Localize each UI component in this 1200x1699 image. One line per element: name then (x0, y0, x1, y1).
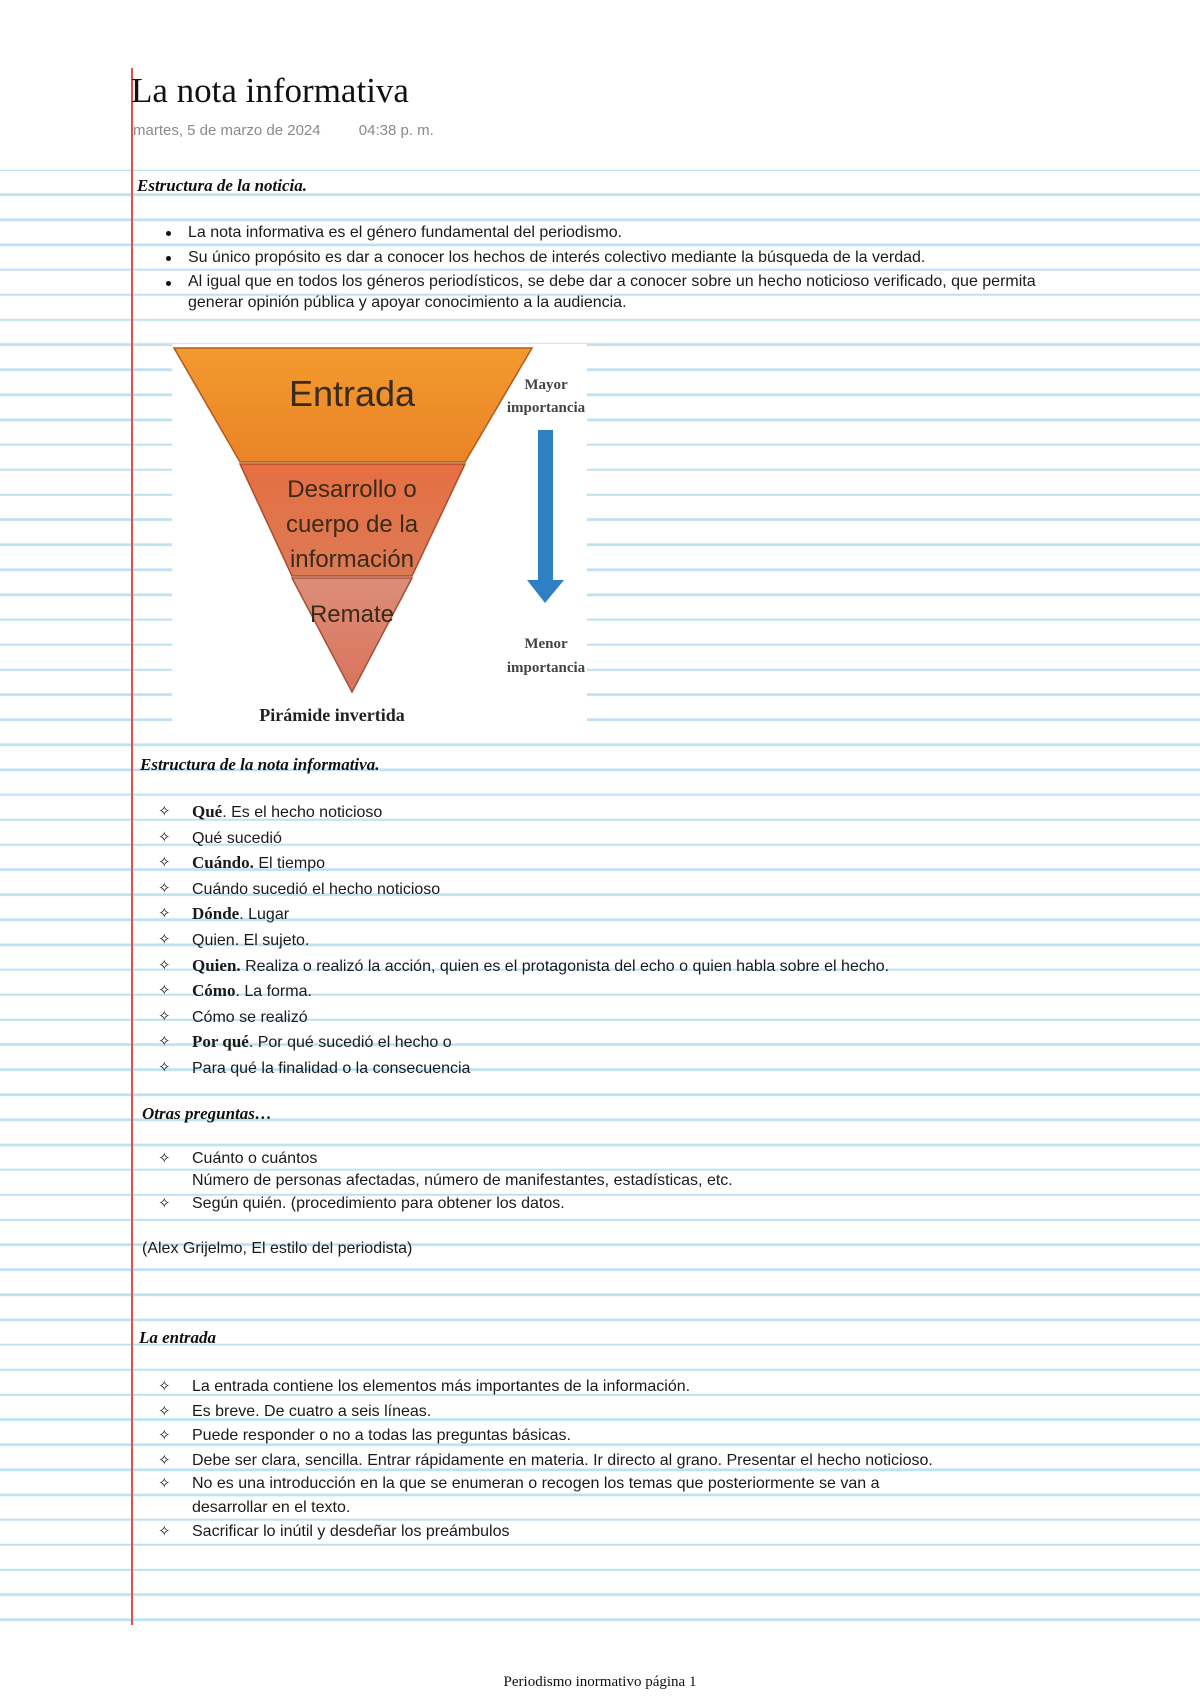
star-bullet-icon: ✧ (158, 1150, 171, 1167)
list-item: Su único propósito es dar a conocer los hechos de interés colectivo mediante la búsqueda de la verdad. (160, 246, 1080, 271)
item-bold: Cuándo. (192, 853, 254, 873)
inverted-pyramid-image (172, 344, 587, 729)
importance-arrow-shaft (538, 430, 553, 580)
list-item-sub (158, 1170, 1078, 1192)
page-title[interactable]: La nota informativa (131, 71, 409, 110)
item-text: . Es el hecho noticioso (222, 804, 383, 821)
star-bullet-icon: ✧ (158, 1522, 171, 1540)
star-bullet-icon: ✧ (158, 956, 171, 974)
star-bullet-icon: ✧ (158, 879, 171, 897)
star-bullet-icon: ✧ (158, 1475, 171, 1493)
star-bullet-icon: ✧ (158, 1451, 171, 1469)
section-heading-estructura-noticia: Estructura de la noticia. (137, 176, 308, 195)
section-heading-la-entrada: La entrada (139, 1328, 216, 1347)
pyramid-level-top: Entrada (288, 373, 416, 414)
list-item (158, 1005, 1078, 1031)
item-text: Según quién. (procedimiento para obtener los datos. (192, 1194, 565, 1212)
item-bold: Dónde (192, 904, 240, 924)
list-item (158, 1520, 1078, 1545)
list-item (158, 1148, 1078, 1170)
list-item (158, 1472, 938, 1519)
section-heading-otras-preguntas: Otras preguntas… (142, 1104, 272, 1123)
list-item (158, 826, 1078, 852)
item-text: Es breve. De cuatro a seis líneas. (192, 1402, 432, 1420)
star-list (158, 1148, 1078, 1215)
star-bullet-icon: ✧ (158, 1427, 171, 1445)
item-subtext: Número de personas afectadas, número de manifestantes, estadísticas, etc. (192, 1172, 733, 1190)
star-bullet-icon: ✧ (158, 1058, 171, 1076)
label-menor-importancia: importancia (506, 660, 586, 676)
item-text: Realiza o realizó la acción, quien es el protagonista del echo o quien habla sobre el hecho. (240, 957, 890, 975)
star-bullet-icon: ✧ (158, 1194, 171, 1212)
star-bullet-icon: ✧ (158, 1402, 171, 1420)
bullet-list (160, 221, 1080, 313)
item-text: . La forma. (235, 983, 312, 1001)
list-item: Al igual que en todos los géneros periodísticos, se debe dar a conocer sobre un hecho noticioso verificado, que permita generar opinión pública y apoyar conocimiento a la audiencia. (160, 271, 1080, 313)
pyramid-caption: Pirámide invertida (259, 705, 405, 725)
list-item (158, 1193, 1078, 1215)
pyramid-level-middle-line-3: información (289, 546, 415, 573)
pyramid-level-middle-line-2: cuerpo de la (285, 511, 419, 538)
item-text: No es una introducción en la que se enumeran o recogen los temas que posteriormente se van a desarrollar en el texto. (192, 1475, 880, 1516)
list-item (158, 1424, 1078, 1449)
star-list (158, 800, 1078, 1082)
list-item (158, 1400, 1078, 1425)
pyramid-level-bottom: Remate (309, 601, 395, 628)
item-bold: Qué (192, 802, 223, 821)
item-text: Sacrificar lo inútil y desdeñar los preámbulos (192, 1522, 510, 1540)
star-bullet-icon: ✧ (158, 1007, 171, 1025)
item-bold: Por qué (192, 1032, 249, 1052)
list-item (158, 1375, 1078, 1400)
pyramid-bottom-band (292, 578, 412, 692)
page-time: 04:38 p. m. (358, 122, 434, 139)
pyramid-level-middle-line-1: Desarrollo o (287, 476, 417, 503)
list-item (158, 1056, 1078, 1082)
page-date: martes, 5 de marzo de 2024 (133, 122, 321, 139)
star-bullet-icon: ✧ (158, 854, 171, 872)
item-text: Debe ser clara, sencilla. Entrar rápidamente en materia. Ir directo al grano. Presentar el hecho noticioso. (192, 1451, 933, 1469)
list-item (158, 954, 1078, 980)
star-bullet-icon: ✧ (158, 905, 171, 923)
section-heading-estructura-nota: Estructura de la nota informativa. (140, 755, 380, 774)
star-list (158, 1375, 1078, 1544)
star-bullet-icon: ✧ (158, 828, 171, 846)
list-item (158, 877, 1078, 903)
label-mayor-importancia: importancia (506, 400, 586, 416)
list-item (158, 1030, 1078, 1056)
item-text: . Por qué sucedió el hecho o (248, 1034, 452, 1052)
item-bold: Quien. (192, 955, 241, 975)
pyramid-diagram (172, 344, 587, 729)
list-item (158, 800, 1078, 826)
label-mayor: Mayor (524, 377, 568, 393)
item-text: Para qué la finalidad o la consecuencia (192, 1059, 471, 1077)
item-text: Quien. El sujeto. (192, 931, 310, 949)
list-item (158, 851, 1078, 877)
item-text: Qué sucedió (192, 829, 282, 847)
item-text: Cómo se realizó (192, 1008, 308, 1026)
importance-arrow-head (527, 580, 564, 603)
star-bullet-icon: ✧ (158, 803, 171, 820)
margin-line (131, 68, 133, 1625)
page-timestamp (133, 122, 434, 139)
star-bullet-icon: ✧ (158, 930, 171, 948)
item-text: Puede responder o no a todas las preguntas básicas. (192, 1427, 571, 1445)
star-bullet-icon: ✧ (158, 1378, 171, 1395)
list-item (158, 902, 1078, 928)
item-bold: Cómo (192, 981, 236, 1001)
item-text: Cuánto o cuántos (192, 1150, 318, 1167)
item-text: . Lugar (239, 906, 290, 924)
label-menor: Menor (524, 636, 568, 652)
item-text: El tiempo (253, 855, 326, 873)
list-item: La nota informativa es el género fundamental del periodismo. (160, 221, 1080, 246)
star-bullet-icon: ✧ (158, 982, 171, 1000)
item-text: La entrada contiene los elementos más importantes de la información. (192, 1378, 691, 1395)
list-item (158, 979, 1078, 1005)
star-bullet-icon: ✧ (158, 1033, 171, 1051)
item-text: Cuándo sucedió el hecho noticioso (192, 880, 441, 898)
list-item (158, 928, 1078, 954)
page-footer: Periodismo inormativo página 1 (503, 1674, 697, 1690)
list-item (158, 1449, 938, 1473)
citation: (Alex Grijelmo, El estilo del periodista) (142, 1240, 413, 1257)
